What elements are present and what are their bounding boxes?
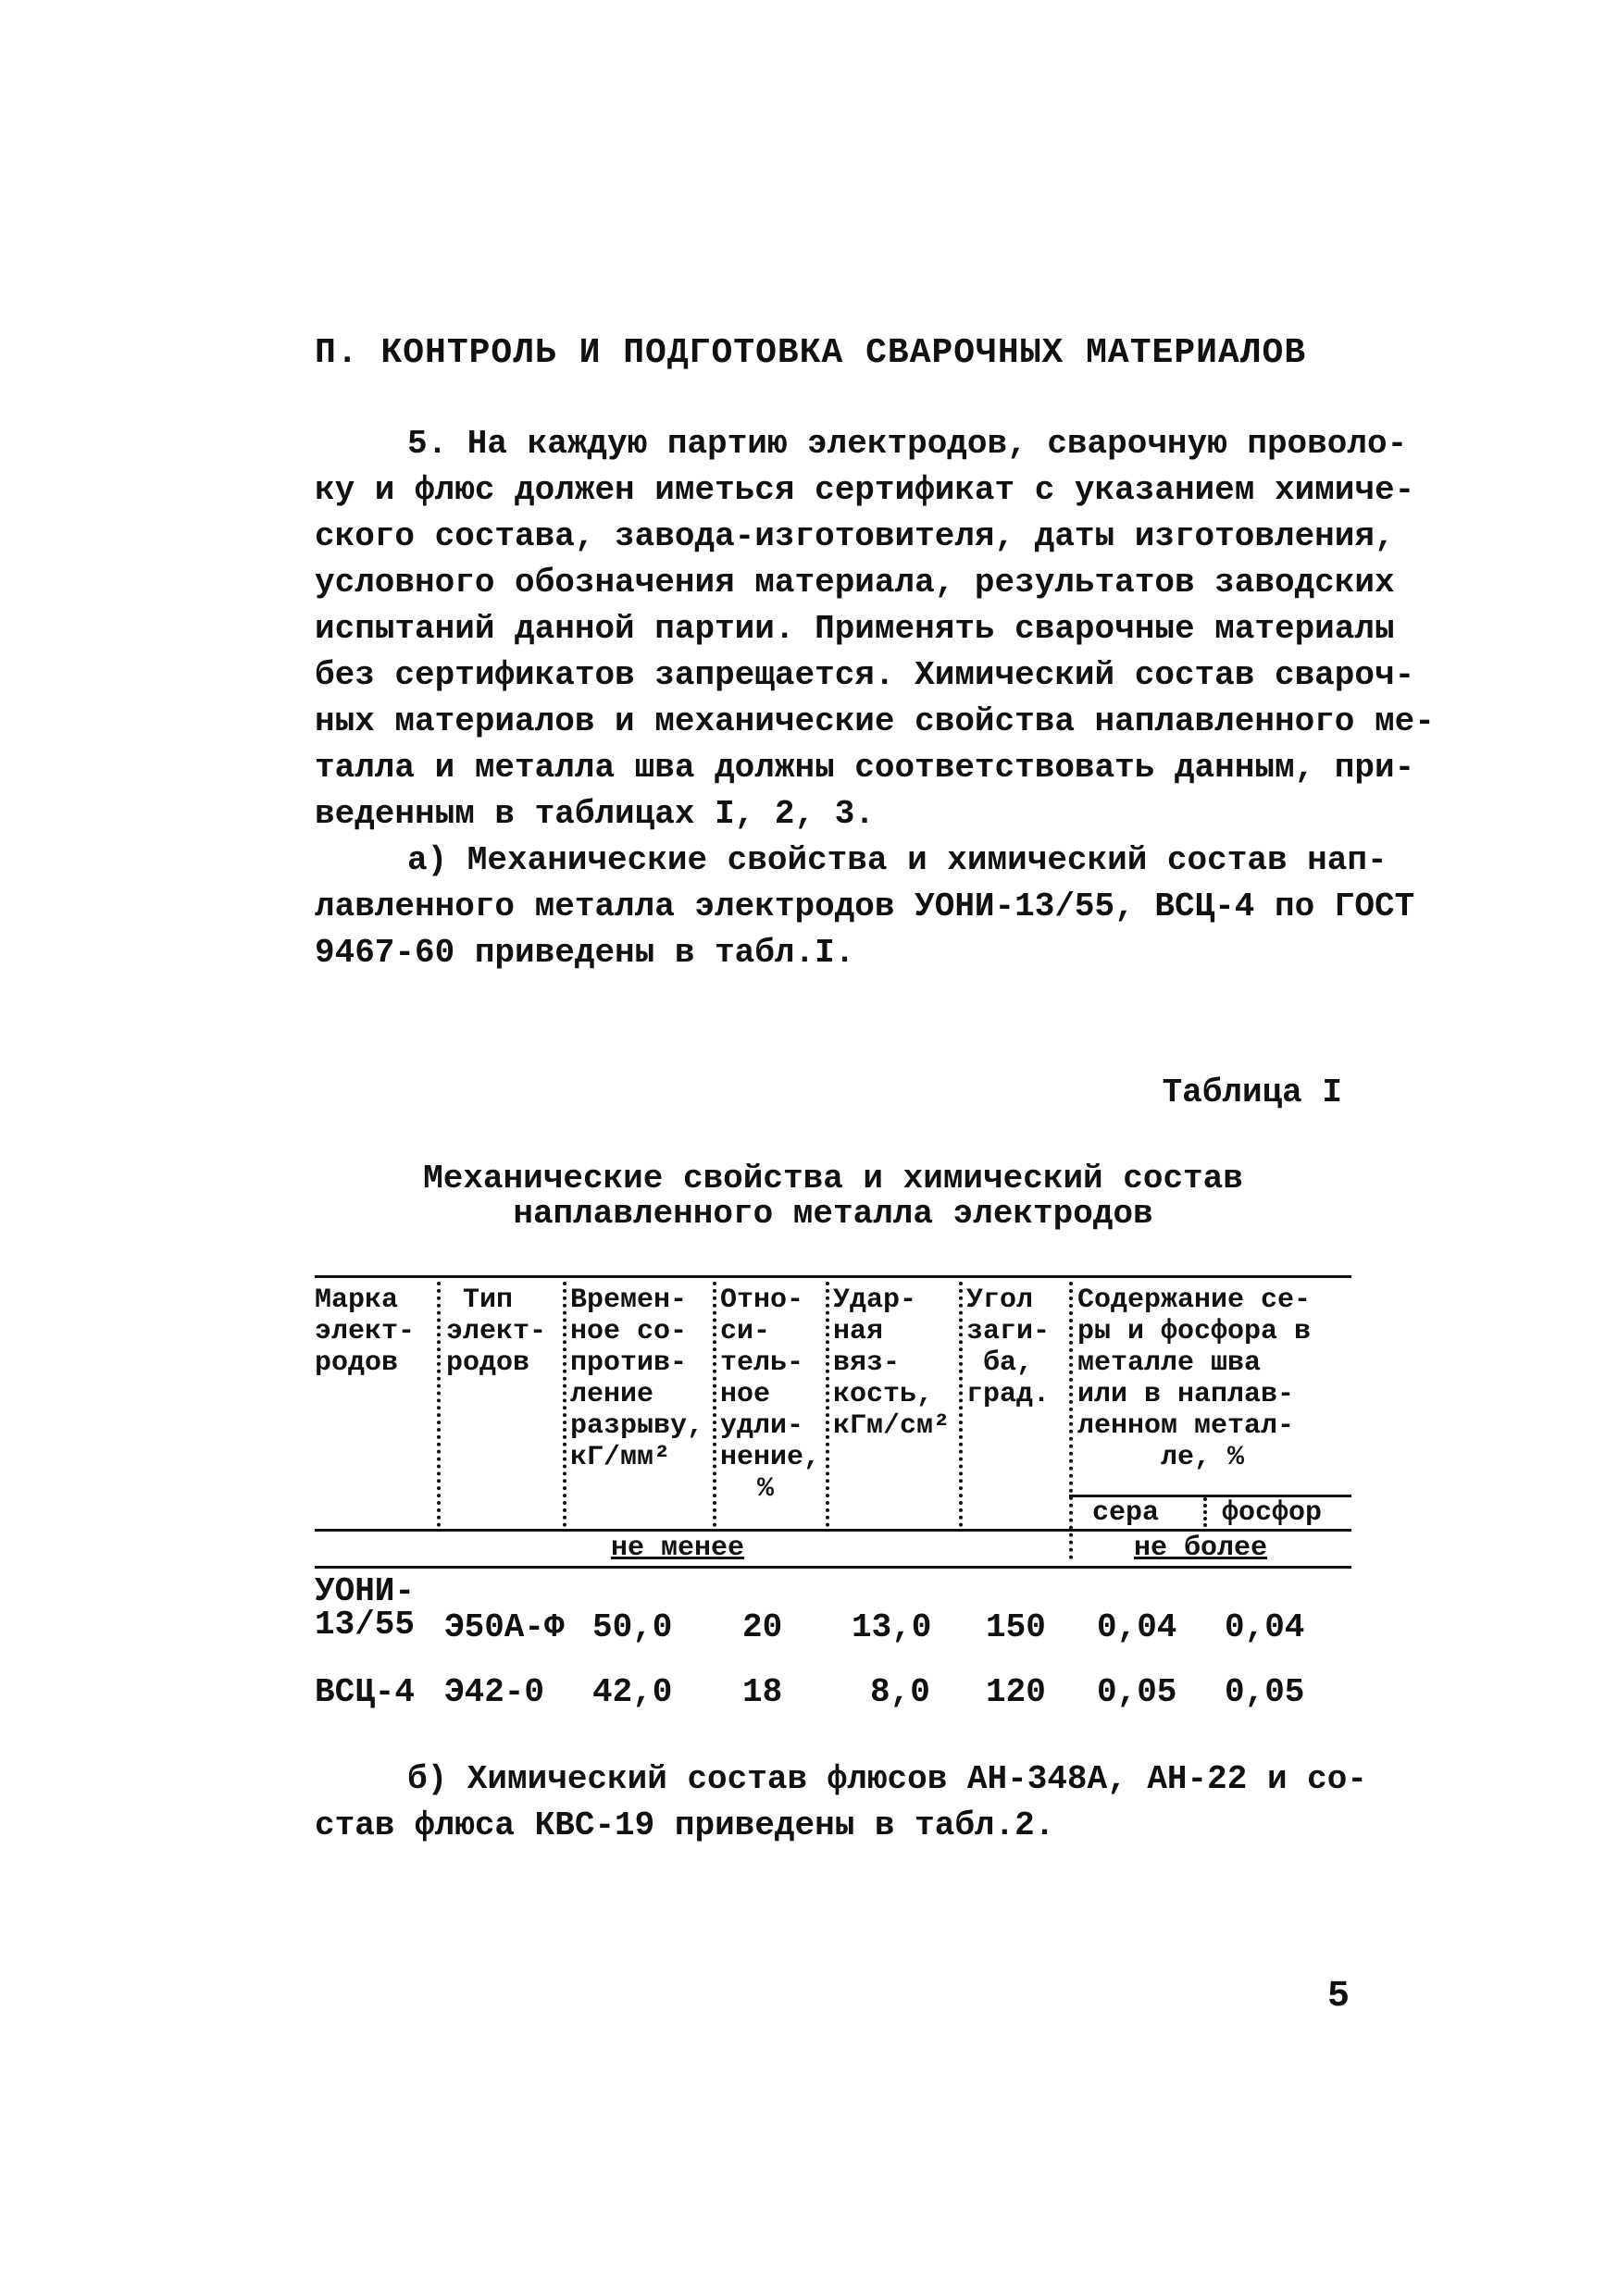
header-line: ле, % [1161,1442,1245,1473]
header-line: ленном метал- [1077,1410,1295,1442]
column-separator [713,1282,716,1527]
header-line: си- [720,1316,771,1347]
paragraph-5-line: ского состава, завода-изготовителя, даты изготовления, [315,517,1395,555]
paragraph-a-line: лавленного металла электродов УОНИ-13/55, ВСЦ-4 по ГОСТ [315,887,1415,925]
header-brand [315,1285,415,1379]
header-line: Содержание се- [1077,1285,1312,1316]
table-row-2-type: Э42-0 [444,1673,545,1711]
table-row-2-elongation: 18 [742,1673,783,1711]
table-row-1-elongation: 20 [742,1608,783,1646]
header-line: против- [570,1347,688,1379]
paragraph-5-line: ных материалов и механические свойства наплавленного ме- [315,702,1435,740]
table-row-1-bend: 150 [986,1608,1046,1646]
header-phosphorus: фосфор [1222,1497,1323,1529]
table-row-1-type: Э50А-Ф [444,1608,565,1646]
table-caption [315,1161,1351,1232]
header-line: тель- [720,1347,804,1379]
page-number: 5 [1326,1976,1350,2017]
header-line: металле шва [1077,1347,1262,1379]
table-label: Таблица I [1162,1074,1342,1111]
table-row-2-bend: 120 [986,1673,1046,1711]
header-impact [833,1285,950,1442]
column-separator [1069,1282,1073,1559]
table-row-1-strength: 50,0 [592,1608,673,1646]
header-sulfur: сера [1092,1497,1160,1529]
header-line: элект- [315,1316,416,1347]
column-separator [1203,1497,1207,1527]
header-line: ба, [983,1347,1034,1379]
header-line: Тип [463,1285,514,1316]
header-line: кость, [833,1379,934,1410]
header-line: нение, [720,1442,821,1473]
paragraph-b-line: став флюса КВС-19 приведены в табл.2. [315,1806,1055,1844]
header-line: Отно- [720,1285,804,1316]
table-caption-line: наплавленного металла электродов [513,1195,1153,1233]
table-top-rule [315,1275,1351,1278]
not-less-label: не менее [611,1533,745,1564]
column-separator [826,1282,829,1527]
table-row-1-phosphorus: 0,04 [1225,1608,1305,1646]
paragraph-5-line: условного обозначения материала, результатов заводских [315,564,1395,602]
paragraph-5-line: 5. На каждую партию электродов, сварочную проволо- [407,425,1408,463]
column-separator [437,1282,441,1527]
paragraph-5-line: без сертификатов запрещается. Химический состав свароч- [315,656,1415,694]
header-line: град. [966,1379,1051,1410]
header-line: Угол [966,1285,1034,1316]
table-row-2-brand: ВСЦ-4 [315,1673,416,1711]
header-line: Марка [315,1285,399,1316]
header-line: вяз- [833,1347,901,1379]
header-content [1077,1285,1311,1473]
paragraph-a-line: а) Механические свойства и химический состав нап- [407,841,1388,879]
table-row-1-brand [315,1572,416,1644]
header-type [446,1285,546,1379]
table-header-rule [315,1529,1351,1532]
table-bottom-rule [315,1566,1351,1569]
header-line: заги- [966,1316,1051,1347]
column-separator [563,1282,566,1527]
header-line: ры и фосфора в [1077,1316,1312,1347]
paragraph-a [315,838,1415,976]
table-caption-line: Механические свойства и химический состав [423,1160,1243,1198]
paragraph-5-line: испытаний данной партии. Применять сварочные материалы [315,610,1395,648]
header-line: ное со- [570,1316,688,1347]
header-line: или в наплав- [1077,1379,1295,1410]
header-bend [966,1285,1050,1410]
table-row-2-strength: 42,0 [592,1673,673,1711]
header-line: Времен- [570,1285,688,1316]
paragraph-5-line: ку и флюс должен иметься сертификат с указанием химиче- [315,471,1415,509]
header-line: Удар- [833,1285,917,1316]
table-row-2-phosphorus: 0,05 [1225,1673,1305,1711]
header-line: % [757,1473,775,1505]
header-line: родов [315,1347,399,1379]
header-line: кГм/см² [833,1410,951,1442]
header-elongation [720,1285,820,1505]
header-line: ная [833,1316,884,1347]
table-row-1-sulfur: 0,04 [1097,1608,1177,1646]
header-line: ление [570,1379,654,1410]
table-row-1-impact: 13,0 [852,1608,932,1646]
header-line: разрыву, [570,1410,704,1442]
paragraph-5-line: талла и металла шва должны соответствовать данным, при- [315,749,1415,787]
header-line: удли- [720,1410,804,1442]
paragraph-5 [315,421,1435,838]
table-row-2-sulfur: 0,05 [1097,1673,1177,1711]
paragraph-a-line: 9467-60 приведены в табл.I. [315,934,855,972]
cell-brand-line: 13/55 [315,1606,416,1644]
header-line: ное [720,1379,771,1410]
header-line: кГ/мм² [570,1442,671,1473]
table-row-2-impact: 8,0 [870,1673,930,1711]
section-title: П. КОНТРОЛЬ И ПОДГОТОВКА СВАРОЧНЫХ МАТЕРИАЛОВ [315,333,1307,373]
not-more-label: не более [1134,1533,1268,1564]
paragraph-5-line: веденным в таблицах I, 2, 3. [315,795,875,833]
header-line: элект- [446,1316,547,1347]
paragraph-b [315,1756,1367,1849]
paragraph-b-line: б) Химический состав флюсов АН-348А, АН-22 и со- [407,1760,1367,1798]
header-strength [570,1285,703,1473]
column-separator [959,1282,963,1527]
header-line: родов [446,1347,530,1379]
cell-brand-line: УОНИ- [315,1572,416,1610]
